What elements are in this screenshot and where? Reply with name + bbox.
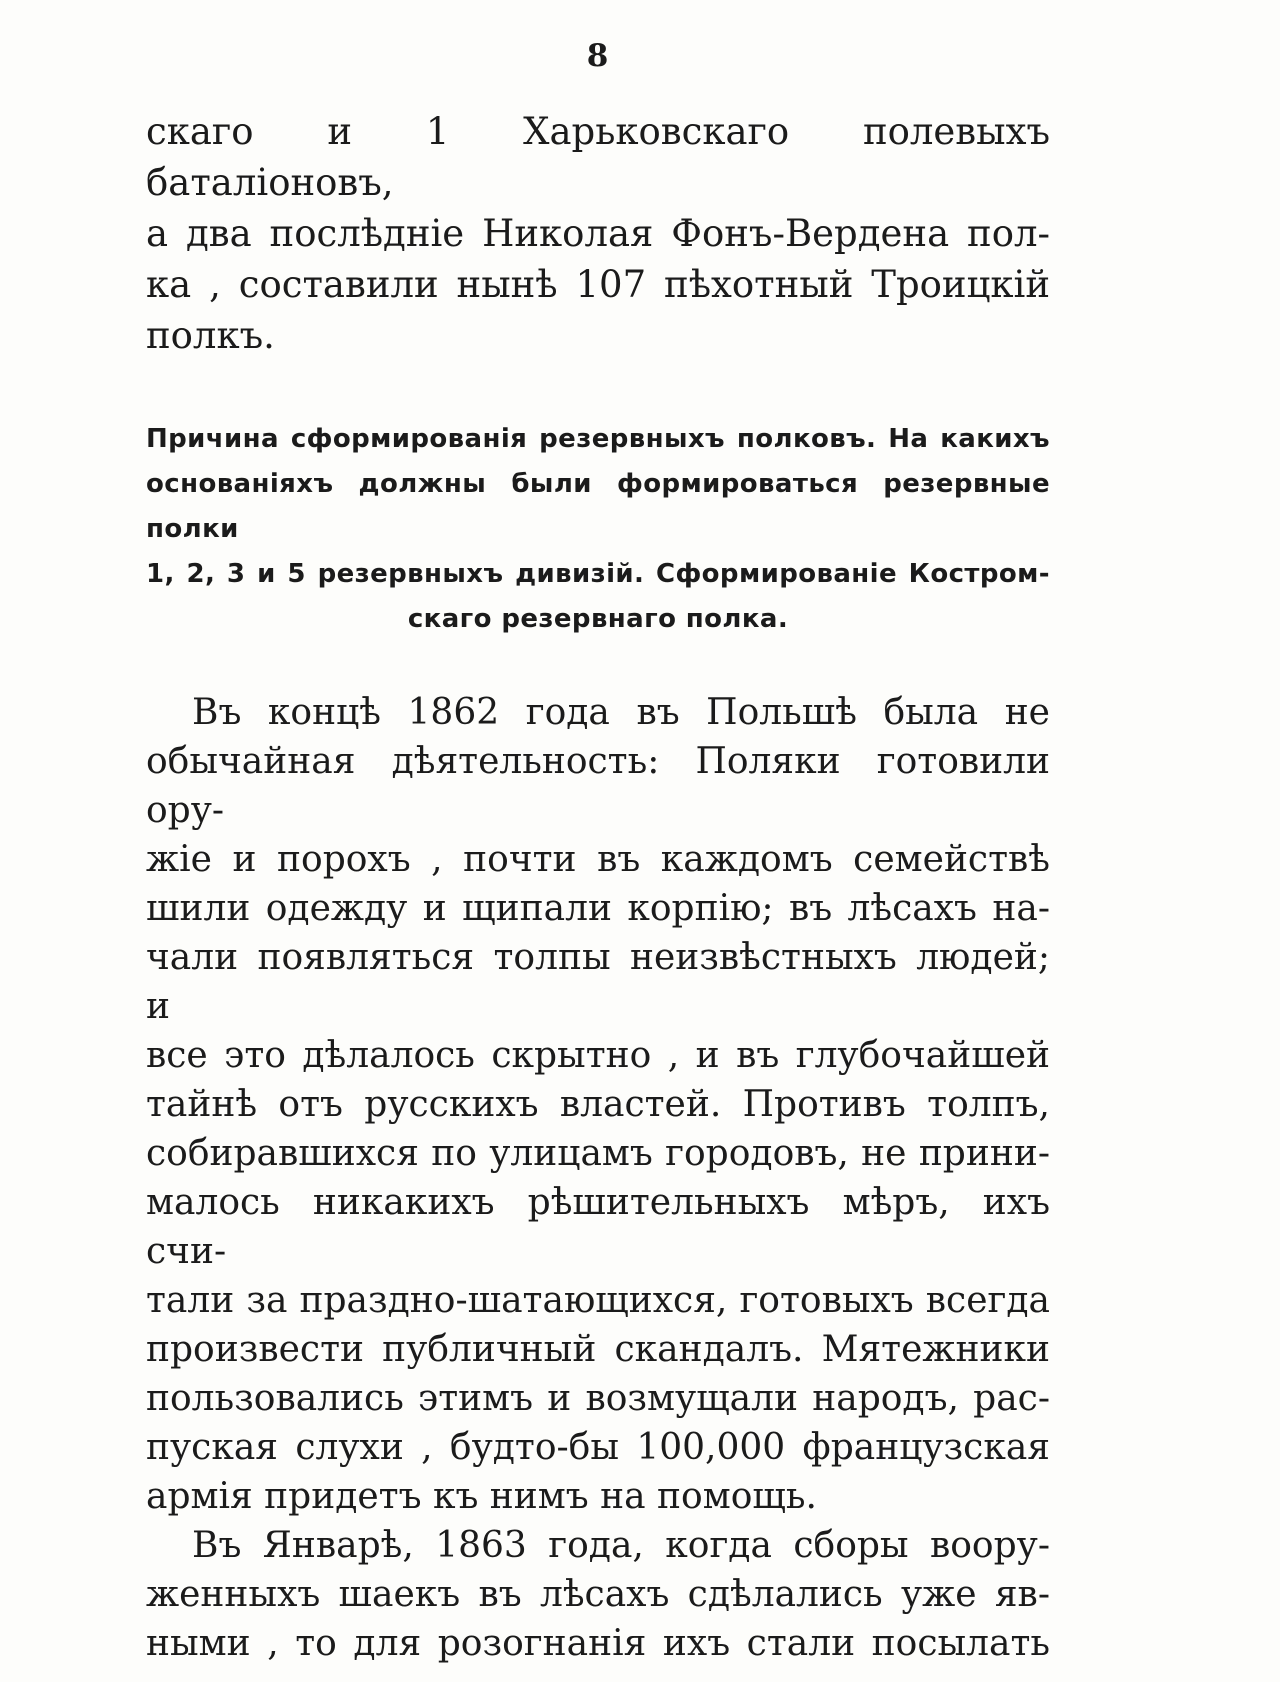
section-heading bbox=[146, 417, 1050, 642]
page-number: 8 bbox=[586, 38, 610, 74]
text-line: шили одежду и щипали корпію; въ лѣсахъ на- bbox=[146, 888, 1050, 929]
heading-line: скаго резервнаго полка. bbox=[407, 604, 789, 634]
paragraph-body-2 bbox=[146, 1521, 1050, 1668]
text-line: пользовались этимъ и возмущали народъ, рас- bbox=[146, 1378, 1050, 1419]
heading-line: 1, 2, 3 и 5 резервныхъ дивизій. Сформированіе Костром- bbox=[146, 559, 1050, 589]
text-line: произвести публичный скандалъ. Мятежники bbox=[146, 1329, 1050, 1370]
text-line: тали за праздно-шатающихся, готовыхъ всегда bbox=[146, 1280, 1050, 1321]
text-line: женныхъ шаекъ въ лѣсахъ сдѣлались уже яв- bbox=[146, 1574, 1050, 1615]
text-line: собиравшихся по улицамъ городовъ, не прини- bbox=[146, 1133, 1050, 1174]
text-line: скаго и 1 Харьковскаго полевыхъ баталіоновъ, bbox=[146, 110, 1050, 204]
paragraph-body-1 bbox=[146, 688, 1050, 1521]
paragraph-opening bbox=[146, 106, 1050, 361]
text-line: чали появляться толпы неизвѣстныхъ людей; и bbox=[146, 937, 1050, 1027]
text-line: армія придетъ къ нимъ на помощь. bbox=[146, 1476, 817, 1517]
text-line: малось никакихъ рѣшительныхъ мѣръ, ихъ счи- bbox=[146, 1182, 1050, 1272]
text-line: обычайная дѣятельность: Поляки готовили ору- bbox=[146, 741, 1050, 831]
text-line: Въ Январѣ, 1863 года, когда сборы воору- bbox=[192, 1525, 1050, 1566]
heading-line: основаніяхъ должны были формироваться резервные полки bbox=[146, 469, 1050, 544]
text-column bbox=[146, 0, 1050, 1668]
text-line: жіе и порохъ , почти въ каждомъ семействѣ bbox=[146, 839, 1050, 880]
text-line: ка , составили нынѣ 107 пѣхотный Троицкій bbox=[146, 263, 1050, 306]
text-line: тайнѣ отъ русскихъ властей. Противъ толпъ, bbox=[146, 1084, 1050, 1125]
text-line: ными , то для розогнанія ихъ стали посылать bbox=[146, 1623, 1050, 1664]
text-line: Въ концѣ 1862 года въ Польшѣ была не bbox=[192, 692, 1050, 733]
heading-line: Причина сформированія резервныхъ полковъ. На какихъ bbox=[146, 424, 1050, 454]
text-line: полкъ. bbox=[146, 314, 275, 357]
text-line: все это дѣлалось скрытно , и въ глубочайшей bbox=[146, 1035, 1050, 1076]
text-line: а два послѣдніе Николая Фонъ-Вердена пол- bbox=[146, 212, 1050, 255]
text-line: пуская слухи , будто-бы 100,000 французская bbox=[146, 1427, 1050, 1468]
